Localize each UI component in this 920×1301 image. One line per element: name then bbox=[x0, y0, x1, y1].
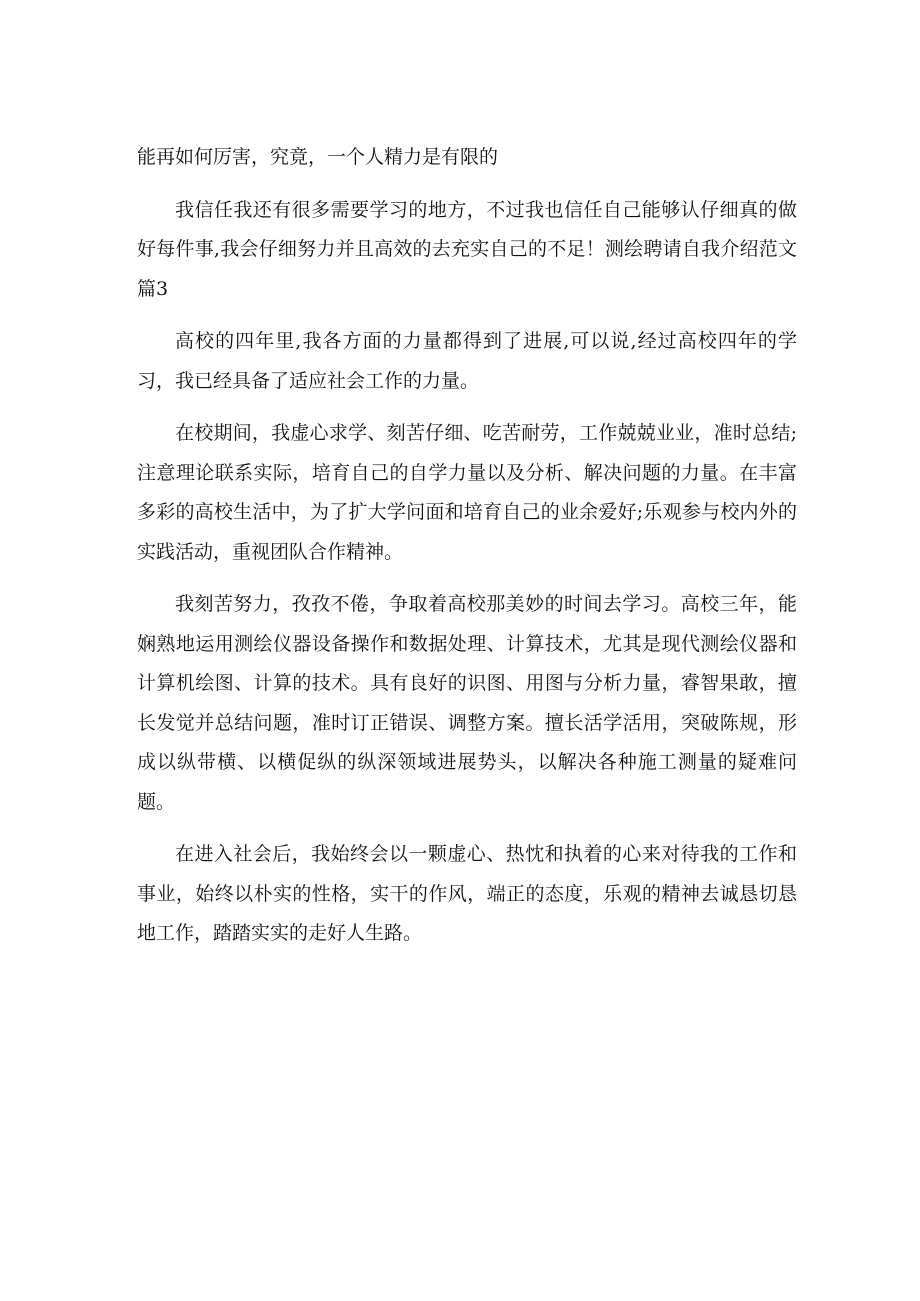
paragraph: 在进入社会后，我始终会以一颗虚心、热忱和执着的心来对待我的工作和事业，始终以朴实的性格，实干的作风，端正的态度，乐观的精神去诚恳切恳地工作，踏踏实实的走好人生路。 bbox=[137, 843, 797, 944]
paragraph: 我刻苦努力，孜孜不倦，争取着高校那美妙的时间去学习。高校三年，能娴熟地运用测绘仪器设备操作和数据处理、计算技术，尤其是现代测绘仪器和计算机绘图、计算的技术。具有良好的识图、用图与分析力量，睿智果敢，擅长发觉并总结问题，准时订正错误、调整方案。擅长活学活用，突破陈规，形成以纵带横、以横促纵的纵深领域进展势头，以解决各种施工测量的疑难问题。 bbox=[137, 593, 797, 813]
paragraph: 我信任我还有很多需要学习的地方，不过我也信任自己能够认仔细真的做好每件事,我会仔细努力并且高效的去充实自己的不足！测绘聘请自我介绍范文篇3 bbox=[137, 198, 797, 300]
paragraph: 在校期间，我虚心求学、刻苦仔细、吃苦耐劳，工作兢兢业业，准时总结;注意理论联系实际，培育自己的自学力量以及分析、解决问题的力量。在丰富多彩的高校生活中，为了扩大学问面和培育自己的业余爱好;乐观参与校内外的实践活动，重视团队合作精神。 bbox=[137, 422, 797, 563]
paragraph-continuation: 能再如何厉害，究竟，一个人精力是有限的 bbox=[137, 146, 499, 168]
paragraph: 高校的四年里,我各方面的力量都得到了进展,可以说,经过高校四年的学习，我已经具备了适应社会工作的力量。 bbox=[137, 330, 797, 392]
document-body bbox=[137, 138, 797, 967]
